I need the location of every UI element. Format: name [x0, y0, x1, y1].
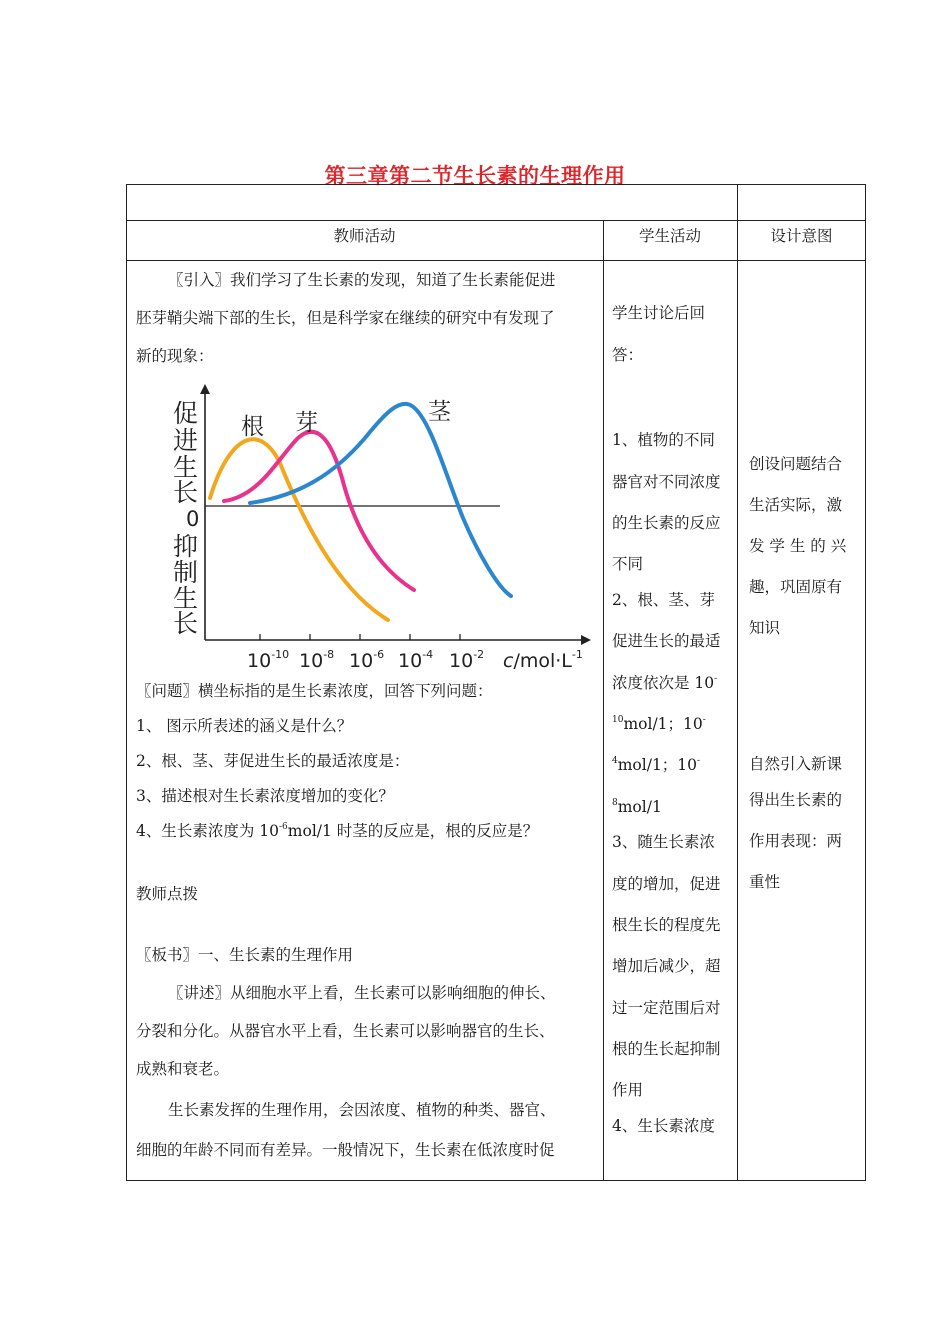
header-design: 设计意图 — [770, 227, 833, 245]
y-promote-char-2: 进 — [173, 426, 199, 455]
x-tick-label: $10^{-4}$ — [398, 648, 434, 672]
intro-line-3: 新的现象： — [136, 347, 214, 365]
student-line: $^{10}$mol/1；10- — [612, 715, 706, 733]
student-line: $^8$mol/1 — [612, 798, 662, 816]
student-line: 3、随生长素浓 — [612, 833, 715, 851]
x-tick-label: $10^{-6}$ — [349, 648, 385, 672]
design-line: 生活实际，激 — [749, 496, 843, 514]
page-title: 第三章第二节生长素的生理作用 — [324, 164, 626, 188]
student-line: 4、生长素浓度 — [612, 1117, 715, 1135]
x-tick-labels — [247, 648, 583, 672]
student-line: 根的生长起抑制 — [612, 1040, 721, 1058]
student-line: 的生长素的反应 — [612, 514, 721, 532]
y-axis-inhibit-label — [173, 532, 198, 638]
design-line: 发 学 生 的 兴 — [749, 537, 847, 555]
student-line: 1、植物的不同 — [612, 431, 715, 449]
effect-line-2: 细胞的年龄不同而有差异。一般情况下，生长素在低浓度时促 — [136, 1141, 555, 1159]
student-line: $^4$mol/1；10- — [612, 756, 701, 774]
intro-line-2: 胚芽鞘尖端下部的生长，但是科学家在继续的研究中有发现了 — [136, 309, 555, 327]
y-inhibit-char-3: 生 — [173, 584, 199, 613]
question-3: 3、描述根对生长素浓度增加的变化？ — [136, 787, 394, 805]
x-axis-ticks — [260, 634, 460, 640]
question-4: 4、生长素浓度为 $10^{-6}mol/1$ 时茎的反应是，根的反应是？ — [136, 822, 539, 840]
student-line: 过一定范围后对 — [612, 999, 721, 1017]
y-zero-label: 0 — [186, 507, 200, 531]
student-line: 根生长的程度先 — [612, 916, 721, 934]
root-label: 根 — [241, 414, 264, 440]
x-tick-label: $10^{-8}$ — [299, 648, 335, 672]
design-line: 作用表现：两 — [749, 832, 843, 850]
question-2: 2、根、茎、芽促进生长的最适浓度是： — [136, 752, 410, 770]
y-promote-char-3: 生 — [173, 453, 199, 482]
y-promote-char-4: 长 — [173, 478, 199, 507]
student-line: 答： — [612, 346, 644, 364]
student-line: 增加后减少，超 — [612, 957, 721, 975]
y-promote-char-1: 促 — [173, 399, 199, 428]
student-line: 器官对不同浓度 — [612, 473, 721, 491]
y-axis-promote-label — [173, 399, 198, 507]
header-teacher: 教师活动 — [333, 227, 396, 245]
stem-curve — [250, 404, 511, 596]
bud-curve — [224, 432, 414, 590]
x-axis-unit: $c/mol\cdot L^{-1}$ — [503, 648, 583, 672]
student-line: 度的增加，促进 — [612, 875, 721, 893]
student-line: 不同 — [612, 555, 644, 573]
y-inhibit-char-4: 长 — [173, 609, 199, 638]
x-tick-label: $10^{-10}$ — [247, 648, 290, 672]
x-axis-arrow — [581, 635, 591, 645]
table-divider-col2 — [737, 184, 738, 1181]
y-inhibit-char-2: 制 — [173, 558, 199, 587]
y-inhibit-char-1: 抑 — [173, 532, 199, 561]
design-line: 趣，巩固原有 — [749, 578, 843, 596]
effect-line-1: 生长素发挥的生理作用，会因浓度、植物的种类、器官、 — [168, 1101, 556, 1119]
header-student: 学生活动 — [638, 227, 701, 245]
teacher-tip: 教师点拨 — [136, 885, 199, 903]
student-line: 2、根、茎、芽 — [612, 591, 715, 609]
board-title: 〖板书〗一、生长素的生理作用 — [136, 946, 354, 964]
student-line: 学生讨论后回 — [612, 304, 706, 322]
bud-label: 芽 — [295, 410, 318, 436]
stem-label: 茎 — [428, 399, 451, 425]
question-intro: 〖问题〗横坐标指的是生长素浓度，回答下列问题： — [136, 682, 493, 700]
lecture-line-1: 〖讲述〗从细胞水平上看，生长素可以影响细胞的伸长、 — [168, 984, 556, 1002]
design-line: 知识 — [749, 619, 781, 637]
student-line: 作用 — [612, 1081, 644, 1099]
student-line: 浓度依次是 10- — [612, 674, 718, 692]
auxin-concentration-graph — [160, 378, 600, 678]
design-line: 重性 — [749, 873, 781, 891]
lecture-line-2: 分裂和分化。从器官水平上看，生长素可以影响器官的生长、 — [136, 1022, 555, 1040]
design-line: 自然引入新课 — [749, 755, 843, 773]
table-divider-col1 — [603, 260, 604, 1181]
student-line: 促进生长的最适 — [612, 632, 721, 650]
table-divider-row1 — [126, 220, 866, 221]
x-tick-label: $10^{-2}$ — [449, 648, 485, 672]
design-line: 得出生长素的 — [749, 791, 843, 809]
intro-line-1: 〖引入〗我们学习了生长素的发现，知道了生长素能促进 — [168, 271, 556, 289]
y-axis-arrow — [200, 384, 210, 394]
design-line: 创设问题结合 — [749, 455, 843, 473]
lecture-line-3: 成熟和衰老。 — [136, 1060, 230, 1078]
question-1: 1、 图示所表述的涵义是什么？ — [136, 717, 353, 735]
